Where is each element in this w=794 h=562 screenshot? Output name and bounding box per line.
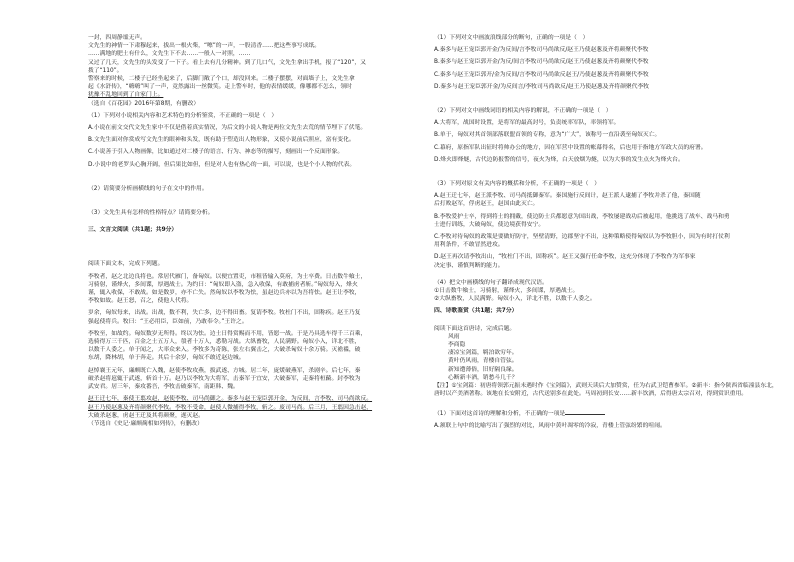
r4-item-2: ②大纵畜牧，人民满野。匈奴小入，详北不胜，以数千人委之。	[434, 296, 596, 303]
r3-option-b-cont: 士进行训练，大破匈奴，使边境获得安宁。	[434, 221, 545, 228]
r3-option-a-cont: 后打败赵军，俘虏赵王，赵国由此灭亡。	[434, 201, 539, 208]
answer-blank	[565, 408, 605, 415]
question-3: （3）文先生具有怎样的性格特点？请简要分析。	[88, 210, 214, 217]
poem-line: 心断新丰酒，销愁斗几千？	[448, 374, 518, 381]
classical-line: 强起使将兵。牧曰：“王必用臣，臣如前，乃敢奉令。”王许之。	[88, 318, 248, 325]
r2-option-b: B.单于，匈奴对其首领部落联盟首领的专称，意为“广大”，该称号一直沿袭至匈奴灭亡。	[434, 132, 661, 139]
classical-paragraph	[88, 273, 435, 306]
r3-option-d: D.赵王再次请李牧出山，“牧杜门不出，固称疾”。赵王又强行任命李牧，这充分体现了李牧作为军事家	[434, 254, 696, 261]
left-column	[88, 34, 435, 428]
r3-option-d-cont: 决定事、谨慎判断的能力。	[434, 262, 504, 269]
poem-title: 风雨	[448, 333, 460, 340]
classical-line: 武安君。居三年，秦攻番吾，李牧击破秦军，南距韩、魏。	[88, 384, 239, 391]
classical-line: 大破杀赵葱，虏赵王迁及其将颜聚，遂灭赵。	[88, 412, 204, 419]
classical-paragraph	[88, 330, 435, 363]
poem-note: 【注】①宝剑篇：初唐将领郭元振未遇时作《宝剑篇》，武则天读后大加赞赏，任为右武卫铠曹参军。②新丰：指今陕西省临潼县东北，	[434, 383, 778, 390]
classical-line: 以数千人委之。单于闻之，大率众来入。李牧多为奇陈，张左右翼击之，大破杀匈奴十余万骑。灭襜褴，破	[88, 347, 361, 354]
story-line: 拨了“110”。	[88, 67, 123, 74]
question-r2: （2）下列对文中画线词语的相关内容的解说，不正确的一项是（ ）	[434, 108, 612, 115]
r2-option-c: C.幕府，原指军队出征时将帅办公的地方，因在军营中设置的帐幕得名，后也用于指地方军政大员的府署。	[434, 144, 707, 151]
classical-line: 李牧者，赵之北边良将也。常居代雁门，备匈奴。以便宜置吏，市租皆输入莫府，为士卒费。日击数牛飨士，	[88, 273, 367, 280]
question-2: （2）请简要分析画横线的句子在文中的作用。	[88, 185, 208, 192]
classical-line: 习骑射，谨烽火，多间谍，厚遇战士。为约曰：“匈奴即入盗，急入收保，有敢捕虏者斩。”匈奴每入，烽火	[88, 281, 358, 288]
question-1: （1）下列对小说相关内容和艺术特色的分析鉴赏，不正确的一项是（ ）	[88, 112, 278, 119]
poem-intro: 阅读下面这首唐诗，完成后题。	[434, 325, 516, 332]
story-line: 警察来的时候，二楼子已经坐起来了，后脚门敞了个口，却没回来。二楼子摆摆，对面墙子上，文先生拿	[88, 76, 355, 83]
r3-option-b: B.李牧爱护士卒，得到将士的拥戴，使边防士兵都愿意为国出战，李牧屡建战功后被起用，他挑选了战车、战马和勇	[434, 213, 730, 220]
poem-line: 新知遭薄俗，旧好隔良缘。	[448, 366, 518, 373]
poem-author: 李商隐	[448, 342, 466, 349]
classical-intro: 阅读下面文本，完成下列题。	[88, 261, 164, 268]
r1-option-b: B.秦多与赵王宠臣郭开金/为反/间言李牧司马尚欲反/赵王乃使赵葱及齐将颜聚代李牧	[434, 59, 649, 66]
r1-option-c: C.秦多与赵王宠臣郭开/金为反间/言李牧司马尚欲反赵王/乃使赵葱及齐将颜聚代李牧	[434, 71, 649, 78]
classical-line: 李牧如故。赵王怒，召之，使他人代将。	[88, 298, 193, 305]
classical-source: （节选自《史记·廉颇蔺相如列传》，有删改）	[88, 420, 203, 427]
question-r1: （1）下列对文中画波浪线部分的断句，正确的一项是（ ）	[434, 35, 589, 41]
q1-option-c: C.小说善于引入人物画像，比如通过对二楼子的语言、行为、神态等的描写，刻画出一个反面形象。	[88, 149, 344, 156]
r1-option-a: A.秦多与赵王宠臣郭开金/为反间/言李牧司马尚欲反/赵王乃使赵葱及齐将颜聚代李牧	[434, 47, 649, 54]
p1-option-a: A.颔联上句中的比喻写出了强烈的对比，风雨中黄叶凋零的冷寂，青楼上管弦纷繁的喧闹。	[434, 422, 666, 429]
poem-line: 黄叶仍风雨，青楼自管弦。	[448, 358, 518, 365]
classical-line: 赵悼襄王元年，廉颇既亡入魏，赵使李牧攻燕，拔武遂、方城。居二年，庞煖破燕军，杀剧辛。后七年，秦	[88, 367, 361, 374]
r2-option-d: D.烽火即烽燧，古代边防报警的信号，夜火为烽，白天放烟为燧，以为大事的发生点火为烽火台。	[434, 156, 684, 163]
story-line: 起《水浒传》，“嗨嗨”叫了一声，竟然露出一丝微笑。走上警车时，他的表情缓缓，像哪都不怎么，领时	[88, 84, 352, 91]
r4-item-1: ①日击数牛飨士，习骑射，谨烽火，多间谍，厚遇战士。	[434, 288, 579, 295]
story-line: 文先生的神情一下肃穆起来，拔出一根火柴，“嚓”的一声，一股清香……把这些事写成纸。	[88, 43, 321, 50]
classical-line-underlined: 赵王迁七年，秦使王翦攻赵，赵使李牧、司马尚御之。秦多与赵王宠臣郭开金，为反间，言李牧、司马尚欲反。	[88, 396, 373, 403]
question-p1-text: （1）下面对这首诗的理解和分析，不正确的一项是	[434, 410, 566, 417]
r2-option-a: A.大将军，战国时设置，是将军的最高封号，负责统率军队，率领将军。	[434, 120, 620, 127]
r3-option-a: A.赵王迁七年，赵王派李牧、司马尚抵御秦军。秦国施行反间计，赵王派人逮捕了李牧并杀了他，秦国随	[434, 193, 701, 200]
story-line: 一封，四周静谧无声。	[88, 35, 146, 41]
classical-line: 破杀赵将扈辄于武遂，斩首十万。赵乃以李牧为大将军，击秦军于宜安，大破秦军，走秦将桓齮。封李牧为	[88, 375, 361, 382]
q1-option-b: B.文先生面对你赏成写文先生的眼神和头发，既有助于塑造出人物形象，又使小说前后照应，富有变化。	[88, 137, 355, 144]
section-heading-poetry: 四、诗歌鉴赏（共1题；共7分）	[434, 308, 518, 315]
q1-option-a: A.小说在前文交代文先生家中不仅是借着真实情况，为后文的小说人物是两位文先生去荒的情节埋下了伏笔。	[88, 125, 367, 132]
q1-option-d: D.小说中的老罗头心胸开阔，但后果比如但，但是对人也有热心的一面，可以说，也是个小人物的代表。	[88, 161, 356, 168]
poem-note: 唐时以产美酒著称。该地在长安附近，古代送别多在此处。马周初到长安……新丰饮酒，后得唐太宗召对，得到赏识重用。	[434, 391, 748, 398]
classical-line: 岁余，匈奴每来，出战。出战，数不利，失亡多，边不得田畜。复请李牧。牧杜门不出，固称疾。赵王乃复	[88, 310, 361, 317]
r1-option-d: D.秦多与赵王宠臣郭开金/为反间言/李牧司马尚欲反/赵王乃使赵葱及齐将颜聚代李牧	[434, 83, 650, 90]
r3-option-c-cont: 用利条件，不敢冒然进攻。	[434, 242, 504, 249]
classical-line: 李牧至，如故约。匈奴数岁无所得。终以为怯。边士日得赏赐而不用，皆愿一战。于是乃具选车得千三百乘，	[88, 330, 367, 337]
question-p1	[434, 408, 781, 418]
r3-option-c: C.李牧对待匈奴的政策是要做好防守，坚壁清野，边郡坚守不出，这种策略使得匈奴认为李牧胆小，因为有时打仗利	[434, 234, 730, 241]
classical-line-underlined: 赵王乃使赵葱及齐将颜聚代李牧。李牧不受命，赵使人微捕得李牧，斩之。废司马尚。后三月，王翦因急击赵，	[88, 404, 373, 411]
question-r3: （3）下列对原文有关内容的概括和分析，不正确的一项是（ ）	[434, 181, 601, 188]
story-source: （选自《百花园》2016年第8期，有删改）	[88, 100, 200, 107]
classical-line: 东胡，降林胡，单于奔走。其后十余岁，匈奴不敢近赵边城。	[88, 355, 245, 362]
classical-paragraph	[88, 395, 435, 420]
classical-paragraph	[88, 367, 435, 392]
classical-paragraph	[88, 309, 435, 325]
story-line: ……满地的肥土有什么，文先生下不去……一般人一对照，……	[88, 51, 251, 58]
poem-line: 凄凉宝剑篇，羁泊欲穷年。	[448, 350, 518, 357]
right-column	[434, 34, 781, 430]
section-heading-classical: 三、文言文阅读（共1题；共9分）	[88, 227, 178, 234]
story-line-underlined: 犹豫不乱地回到了自家门上。	[88, 92, 164, 99]
story-line: 又过了几天，文先生的头发变了一下子。看上去有几分精神。到了几口气，文先生拿出手机，报了“120”，又	[88, 59, 366, 66]
question-r4: （4）把文中画横线的句子翻译成现代汉语。	[434, 279, 548, 286]
classical-line: 选骑得万三千匹，百金之士五万人，彀者十万人，悉勒习战。大纵畜牧，人民满野。匈奴小入，详北不胜，	[88, 339, 361, 346]
classical-line: 谨，辄入收保，不敢战。如是数岁，亦不亡失。然匈奴以李牧为怯，虽赵边兵亦以为吾将怯。赵王让李牧，	[88, 290, 361, 297]
